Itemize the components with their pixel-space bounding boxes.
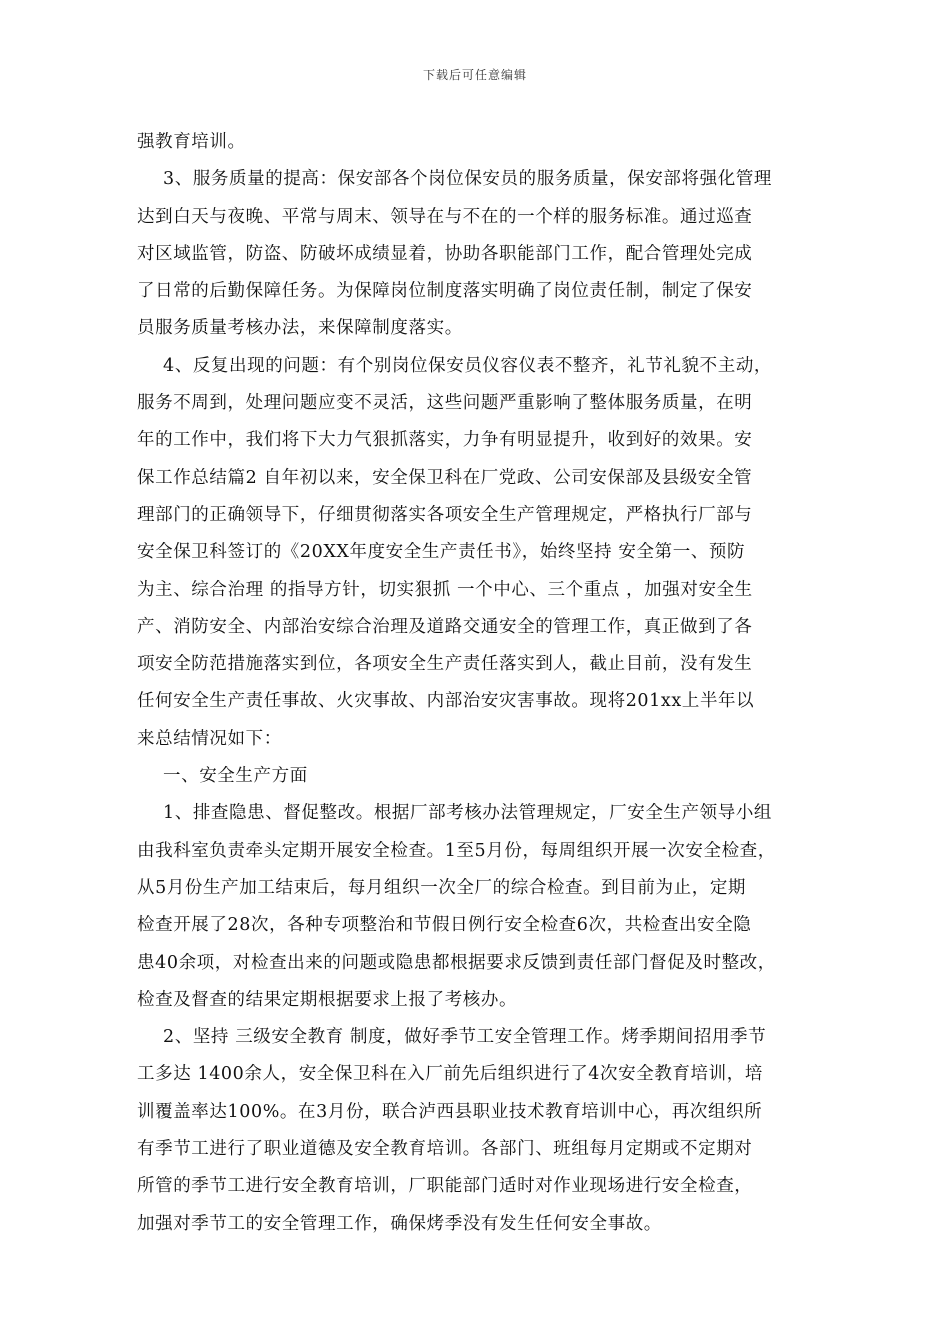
text-line: 由我科室负责牵头定期开展安全检查。1至5月份，每周组织开展一次安全检查， [137,840,776,861]
text-line: 对区域监管，防盗、防破坏成绩显着，协助各职能部门工作，配合管理处完成 [137,243,753,264]
text-line: 为主、综合治理 的指导方针，切实狠抓 一个中心、三个重点 ，加强对安全生 [137,579,753,600]
text-line: 了日常的后勤保障任务。为保障岗位制度落实明确了岗位责任制，制定了保安 [137,281,753,302]
text-line: 安全保卫科签订的《20XX年度安全生产责任书》，始终坚持 安全第一、预防 [137,542,746,563]
document-body [137,124,813,1243]
text-line: 任何安全生产责任事故、火灾事故、内部治安灾害事故。现将201xx上半年以 [137,691,755,712]
text-line: 保工作总结篇2 自年初以来，安全保卫科在厂党政、公司安保部及县级安全管 [137,467,753,488]
text-line: 1、排查隐患、督促整改。根据厂部考核办法管理规定，厂安全生产领导小组 [163,803,773,824]
text-line: 有季节工进行了职业道德及安全教育培训。各部门、班组每月定期或不定期对 [137,1139,753,1160]
text-line: 加强对季节工的安全管理工作，确保烤季没有发生任何安全事故。 [137,1213,662,1234]
text-line: 达到白天与夜晚、平常与周末、领导在与不在的一个样的服务标准。通过巡查 [137,206,753,227]
text-line: 年的工作中，我们将下大力气狠抓落实，力争有明显提升，收到好的效果。安 [137,430,753,451]
text-line: 训覆盖率达100%。在3月份，联合泸西县职业技术教育培训中心，再次组织所 [137,1101,763,1122]
text-line: 患40余项，对检查出来的问题或隐患都根据要求反馈到责任部门督促及时整改， [137,952,776,973]
text-line: 理部门的正确领导下，仔细贯彻落实各项安全生产管理规定，严格执行厂部与 [137,504,753,525]
text-line: 来总结情况如下： [137,728,282,749]
text-line: 4、反复出现的问题：有个别岗位保安员仪容仪表不整齐，礼节礼貌不主动， [163,355,773,376]
text-line: 强教育培训。 [137,132,246,152]
section-heading: 一、安全生产方面 [163,766,308,787]
text-line: 工多达 1400余人，安全保卫科在入厂前先后组织进行了4次安全教育培训，培 [137,1064,763,1085]
text-line: 检查开展了28次，各种专项整治和节假日例行安全检查6次，共检查出安全隐 [137,915,752,936]
text-line: 产、消防安全、内部治安综合治理及道路交通安全的管理工作，真正做到了各 [137,616,753,637]
text-line: 项安全防范措施落实到位，各项安全生产责任落实到人，截止目前，没有发生 [137,654,753,675]
text-line: 从5月份生产加工结束后，每月组织一次全厂的综合检查。到目前为止，定期 [137,877,747,898]
page-header: 下载后可任意编辑 [422,68,527,82]
text-line: 3、服务质量的提高：保安部各个岗位保安员的服务质量，保安部将强化管理 [163,169,773,190]
text-line: 2、坚持 三级安全教育 制度，做好季节工安全管理工作。烤季期间招用季节 [163,1027,767,1048]
text-line: 检查及督查的结果定期根据要求上报了考核办。 [137,989,518,1010]
text-line: 服务不周到，处理问题应变不灵活，这些问题严重影响了整体服务质量，在明 [137,393,753,414]
text-line: 员服务质量考核办法，来保障制度落实。 [137,318,463,339]
text-line: 所管的季节工进行安全教育培训，厂职能部门适时对作业现场进行安全检查， [137,1176,753,1197]
